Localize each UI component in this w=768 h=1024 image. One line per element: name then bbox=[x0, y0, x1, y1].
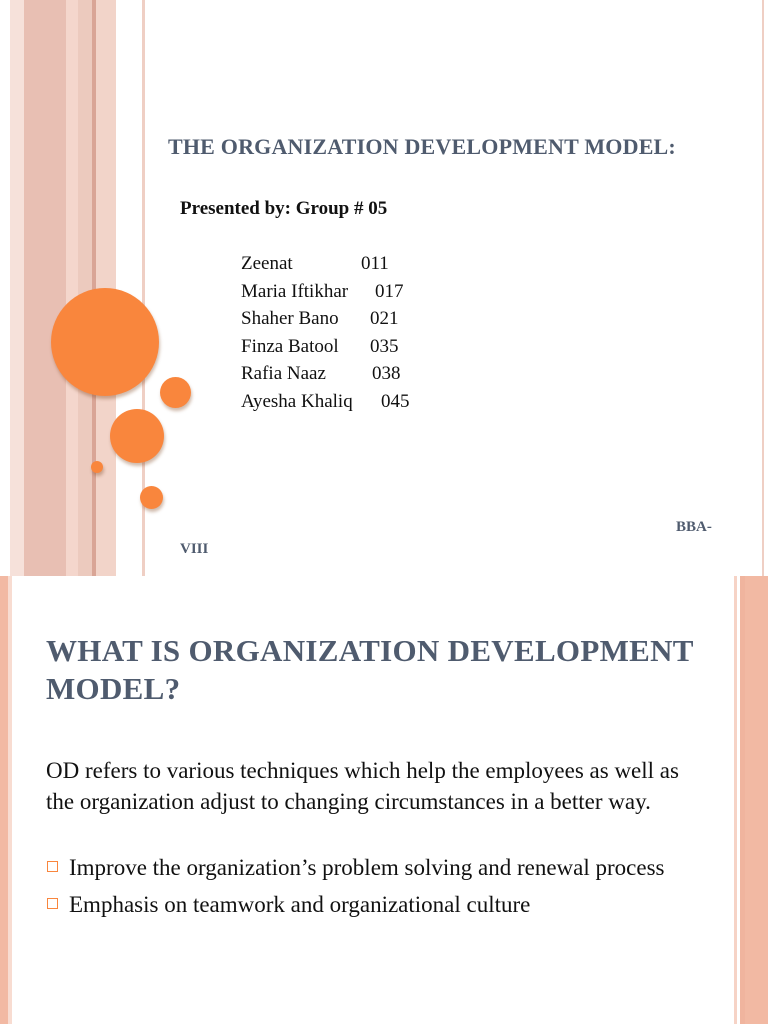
member-id: 035 bbox=[370, 335, 399, 357]
decor-bar bbox=[78, 0, 92, 576]
decor-circle-small bbox=[160, 377, 191, 408]
content-slide bbox=[0, 576, 768, 1024]
bullet-list bbox=[46, 852, 686, 926]
slide-heading: WHAT IS ORGANIZATION DEVELOPMENT MODEL? bbox=[46, 633, 694, 706]
bullet-item bbox=[46, 889, 686, 920]
decor-circle-tiny bbox=[91, 461, 103, 473]
presented-by: Presented by: Group # 05 bbox=[180, 198, 388, 219]
decor-bar bbox=[734, 576, 737, 1024]
member-id: 017 bbox=[375, 280, 404, 302]
decor-circle-small bbox=[140, 486, 163, 509]
member-id: 045 bbox=[381, 390, 410, 412]
square-bullet-icon bbox=[47, 898, 58, 909]
bullet-item bbox=[46, 852, 686, 883]
definition-paragraph: OD refers to various techniques which help the employees as well as the organization adjust to changing circumstances in a better way. bbox=[46, 758, 679, 814]
decor-bar bbox=[66, 0, 78, 576]
member-name: Rafia Naaz bbox=[241, 363, 326, 385]
member-name: Shaher Bano bbox=[241, 308, 339, 330]
program-label-continued: VIII bbox=[180, 541, 209, 557]
decor-bar bbox=[24, 0, 66, 576]
decor-circle-large bbox=[51, 288, 159, 396]
member-id: 011 bbox=[361, 253, 389, 274]
slide-title: THE ORGANIZATION DEVELOPMENT MODEL: bbox=[168, 134, 676, 159]
square-bullet-icon bbox=[47, 861, 58, 872]
decor-bar bbox=[8, 576, 12, 1024]
decor-bar bbox=[10, 0, 24, 576]
member-name: Ayesha Khaliq bbox=[241, 390, 353, 412]
program-label: BBA- bbox=[676, 519, 712, 535]
member-name: Zeenat bbox=[241, 253, 293, 274]
bullet-text: Emphasis on teamwork and organizational culture bbox=[69, 892, 531, 917]
decor-bar bbox=[745, 576, 768, 1024]
member-name: Maria Iftikhar bbox=[241, 280, 349, 302]
decor-line bbox=[762, 0, 764, 576]
decor-circle-medium bbox=[110, 409, 164, 463]
decor-bar bbox=[0, 576, 8, 1024]
member-name: Finza Batool bbox=[241, 335, 339, 357]
bullet-text: Improve the organization’s problem solving and renewal process bbox=[69, 855, 665, 880]
member-id: 021 bbox=[370, 308, 399, 330]
member-id: 038 bbox=[372, 363, 401, 385]
